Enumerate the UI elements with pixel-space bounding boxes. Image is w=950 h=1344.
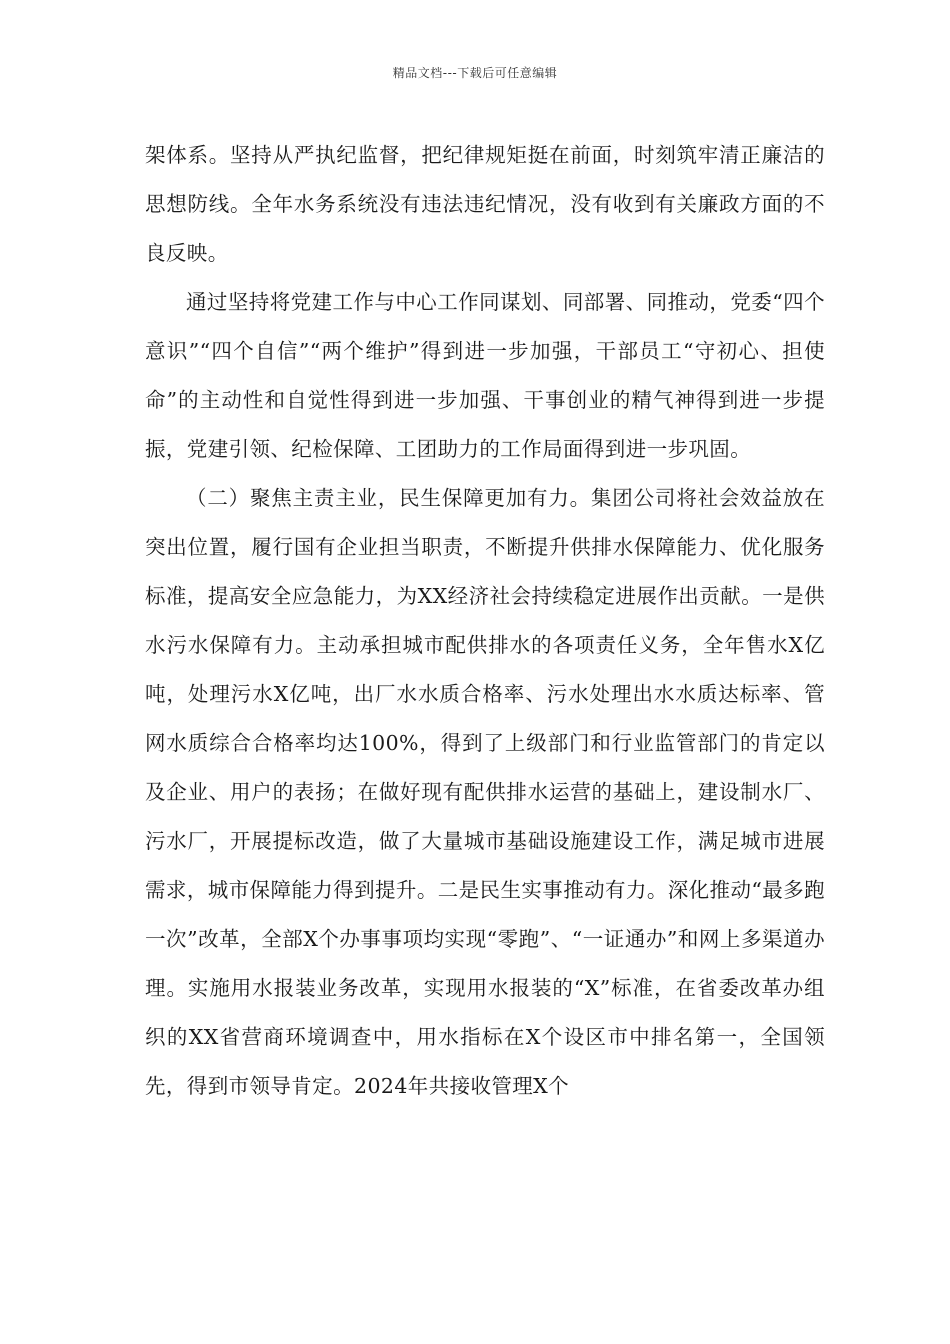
- paragraph-2: 通过坚持将党建工作与中心工作同谋划、同部署、同推动，党委“四个意识”“四个自信”“两个维护”得到进一步加强，干部员工“守初心、担使命”的主动性和自觉性得到进一步加强、干事创业的精气神得到进一步提振，党建引领、纪检保障、工团助力的工作局面得到进一步巩固。: [145, 290, 825, 461]
- page-header: 精品文档---下载后可任意编辑: [392, 66, 558, 80]
- paragraph-1: 架体系。坚持从严执纪监督，把纪律规矩挺在前面，时刻筑牢清正廉洁的思想防线。全年水务系统没有违法违纪情况，没有收到有关廉政方面的不良反映。: [145, 143, 825, 265]
- paragraph-3: （二）聚焦主责主业，民生保障更加有力。集团公司将社会效益放在突出位置，履行国有企业担当职责，不断提升供排水保障能力、优化服务标准，提高安全应急能力，为XX经济社会持续稳定进展作出贡献。一是供水污水保障有力。主动承担城市配供排水的各项责任义务，全年售水X亿吨，处理污水X亿吨，出厂水水质合格率、污水处理出水水质达标率、管网水质综合合格率均达100%，得到了上级部门和行业监管部门的肯定以及企业、用户的表扬；在做好现有配供排水运营的基础上，建设制水厂、污水厂，开展提标改造，做了大量城市基础设施建设工作，满足城市进展需求，城市保障能力得到提升。二是民生实事推动有力。深化推动“最多跑一次”改革，全部X个办事事项均实现“零跑”、“一证通办”和网上多渠道办理。实施用水报装业务改革，实现用水报装的“X”标准，在省委改革办组织的XX省营商环境调查中，用水指标在X个设区市中排名第一，全国领先，得到市领导肯定。2024年共接收管理X个: [145, 486, 825, 1098]
- document-body: [145, 131, 825, 1111]
